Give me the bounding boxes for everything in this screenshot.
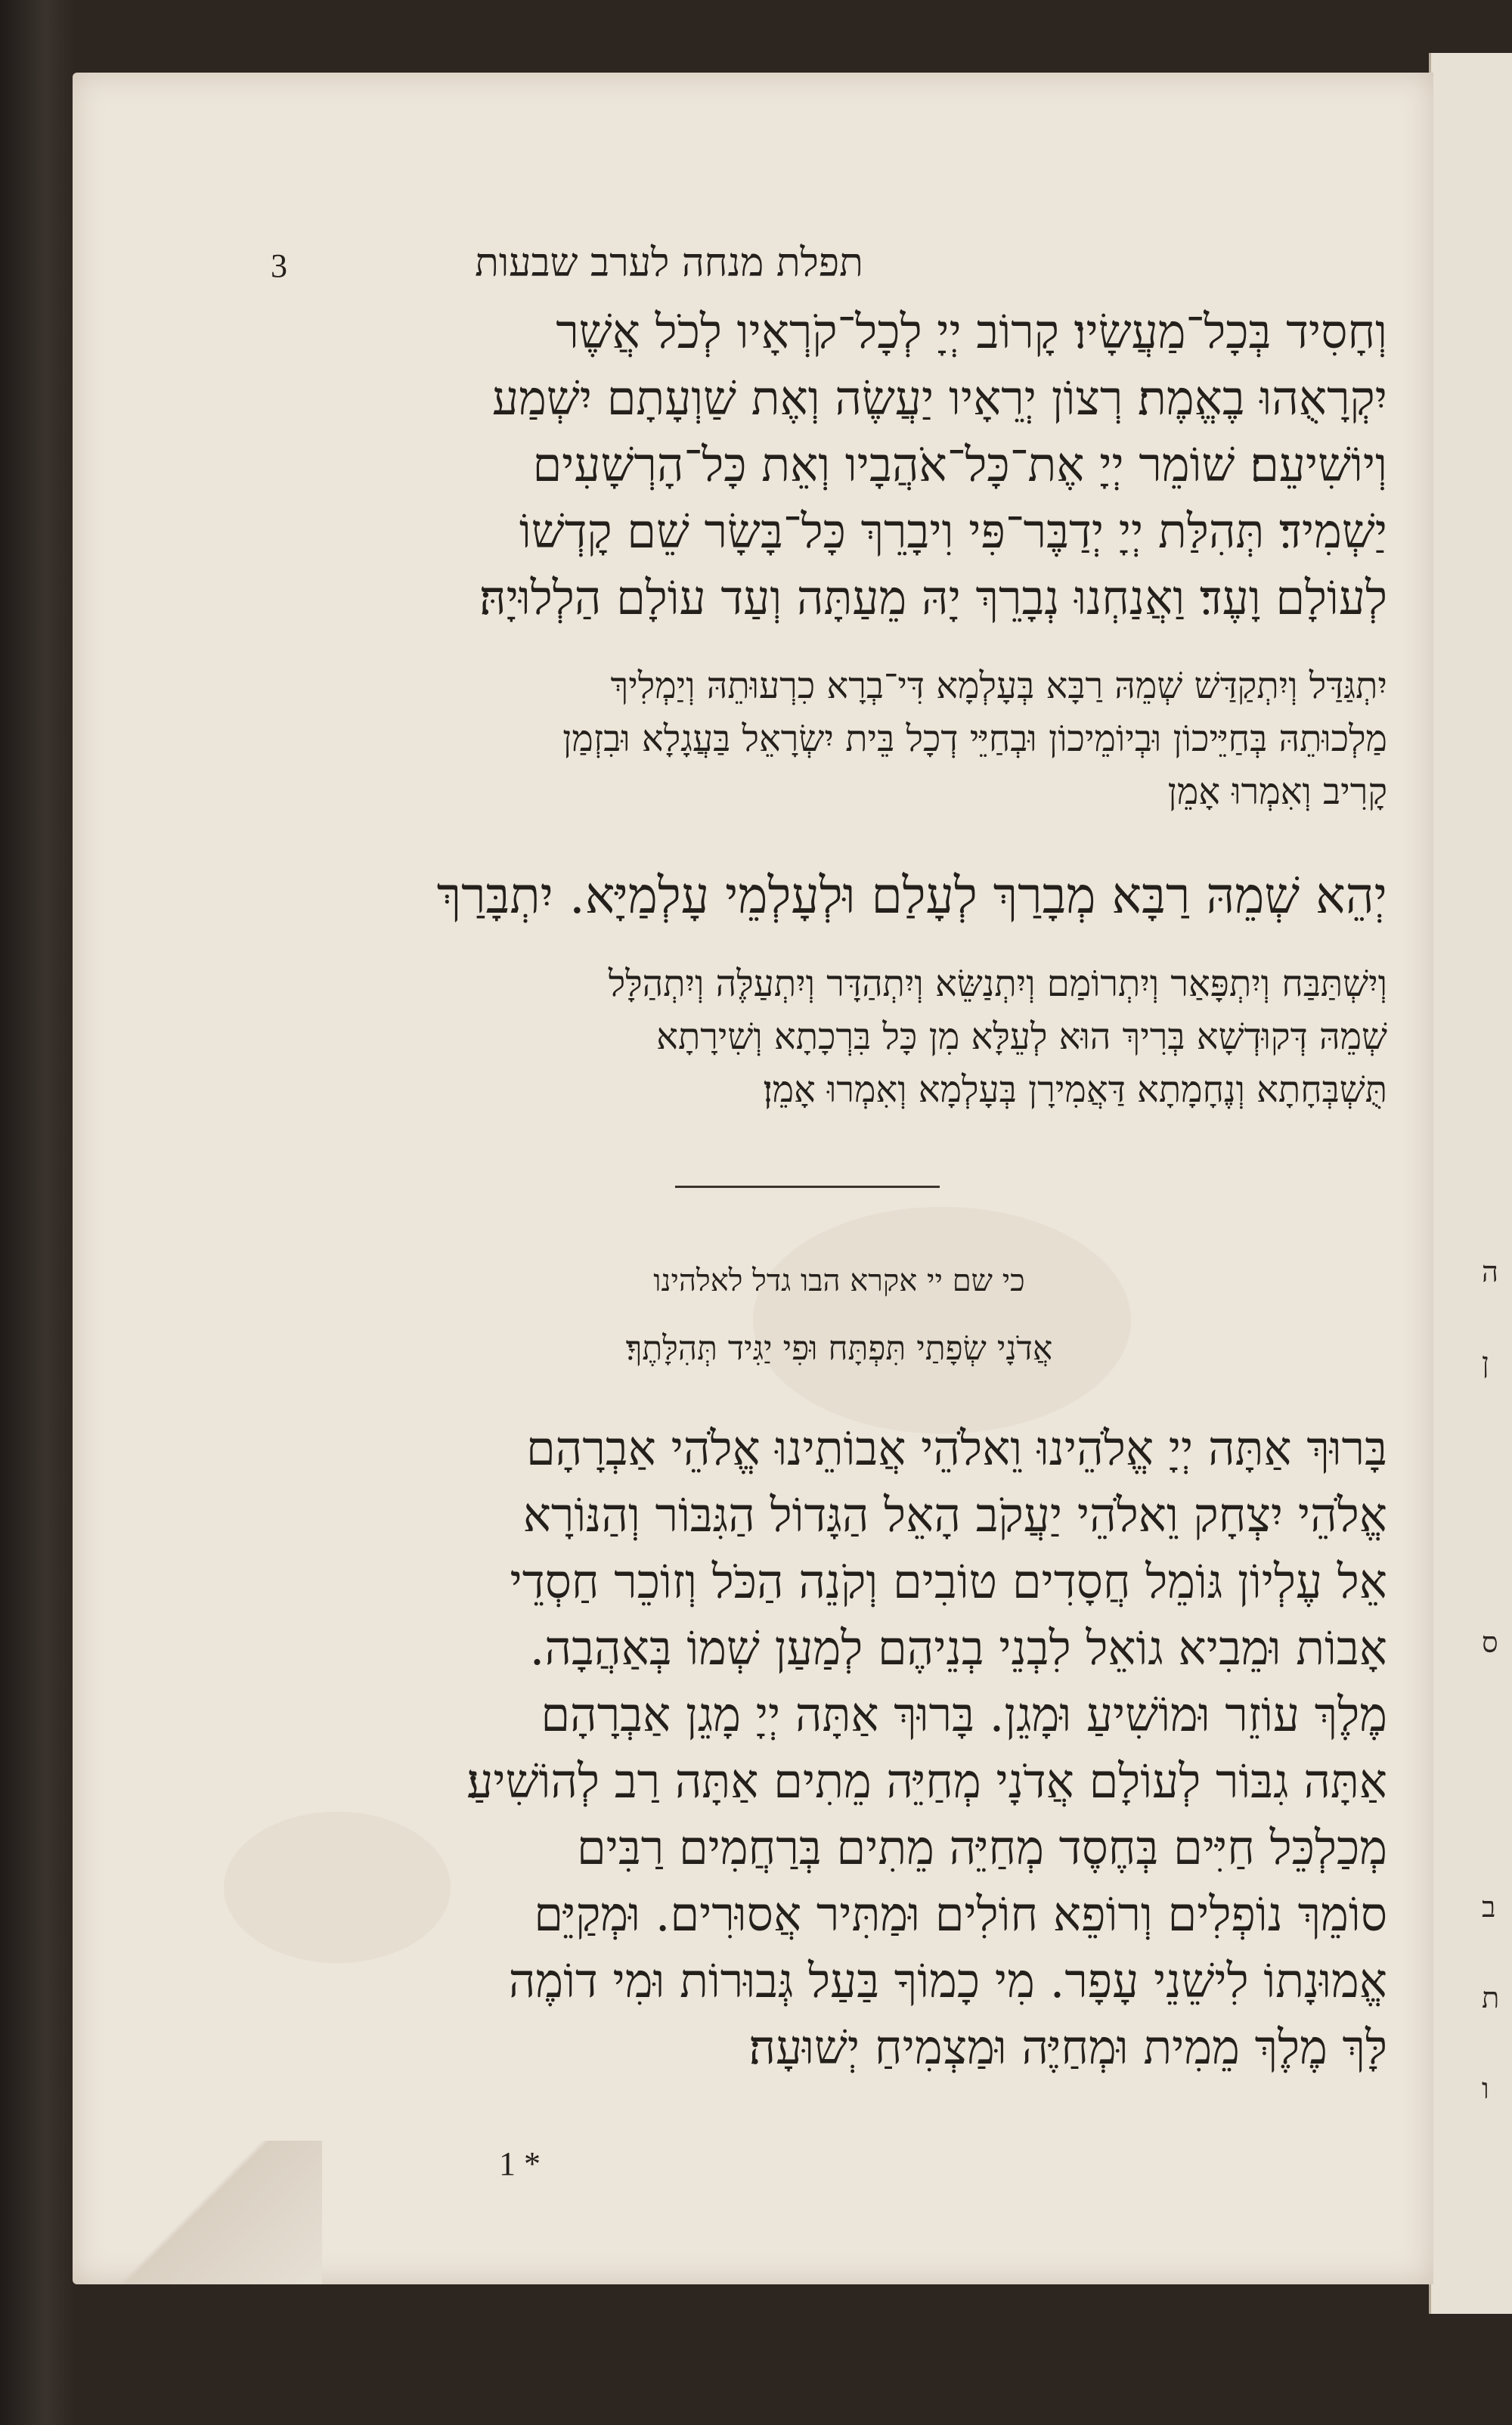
intro-verse: אֲדֹנָי שְׂפָתַי תִּפְתָּח וּפִי יַגִּיד תְּהִלָּתֶךָ׃ (625, 1329, 1053, 1368)
signature-mark: 1 * (499, 2145, 541, 2182)
amidah-line: אֱמוּנָתוֹ לִישֵׁנֵי עָפָר. מִי כָמוֹךָ בַּעַל גְּבוּרוֹת וּמִי דוֹמֶה (508, 1953, 1387, 2008)
amidah-line: סוֹמֵךְ נוֹפְלִים וְרוֹפֵא חוֹלִים וּמַתִּיר אֲסוּרִים. וּמְקַיֵּם (534, 1887, 1387, 1942)
amidah-line: מֶלֶךְ עוֹזֵר וּמוֹשִׁיעַ וּמָגֵן. בָּרוּךְ אַתָּה יְיָ מָגֵן אַבְרָהָם (541, 1687, 1387, 1742)
margin-glyph: ס (1482, 1626, 1498, 1659)
text-line: וְחָסִיד בְּכָל־מַעֲשָׂיו׃ קָרוֹב יְיָ לְכָל־קֹרְאָיו לְכֹל אֲשֶׁר (556, 304, 1387, 359)
amidah-line: אַתָּה גִבּוֹר לְעוֹלָם אֲדֹנָי מְחַיֵּה מֵתִים אַתָּה רַב לְהוֹשִׁיעַ׃ (466, 1754, 1387, 1809)
running-header: תפלת מנחה לערב שבעות (475, 240, 863, 286)
text-line: יַשְׁמִיד׃ תְּהִלַּת יְיָ יְדַבֶּר־פִּי וִיבָרֵךְ כָּל־בָּשָׂר שֵׁם קָדְשׁוֹ (519, 504, 1387, 559)
section-divider (675, 1186, 940, 1188)
margin-glyph: ת (1482, 1981, 1500, 2014)
adjacent-page-edge (1429, 53, 1512, 2314)
intro-verse: כי שם יי אקרא הבו גדל לאלהינו (653, 1264, 1025, 1298)
margin-glyph: ו (1482, 2072, 1489, 2105)
text-line: יִקְרָאֻהוּ בֶאֱמֶת׃ רְצוֹן יְרֵאָיו יַעֲשֶׂה וְאֶת שַׁוְעָתָם יִשְׁמַע (492, 371, 1387, 426)
kaddish-line: קָרִיב וְאִמְרוּ אָמֵן (1167, 771, 1387, 813)
amidah-line: אֵל עֶלְיוֹן גּוֹמֵל חֲסָדִים טוֹבִים וְקֹנֵה הַכֹּל וְזוֹכֵר חַסְדֵי (510, 1554, 1387, 1609)
text-line: לְעוֹלָם וָעֶד׃ וַאֲנַחְנוּ נְבָרֵךְ יָהּ מֵעַתָּה וְעַד עוֹלָם הַלְלוּיָהּ׃ (479, 570, 1387, 625)
amidah-line: אָבוֹת וּמֵבִיא גוֹאֵל לִבְנֵי בְנֵיהֶם לְמַעַן שְׁמוֹ בְּאַהֲבָה. (529, 1620, 1387, 1676)
page-number: 3 (271, 247, 287, 284)
margin-glyph: ן (1482, 1346, 1489, 1379)
margin-glyph: ה (1482, 1255, 1498, 1288)
amidah-line: מְכַלְכֵּל חַיִּים בְּחֶסֶד מְחַיֵּה מֵתִים בְּרַחֲמִים רַבִּים (576, 1820, 1387, 1875)
kaddish-line: יִתְגַּדַּל וְיִתְקַדַּשׁ שְׁמֵהּ רַבָּא בְּעָלְמָא דִּי־בְרָא כִרְעוּתֵהּ וְיַמְלִיךְ (610, 665, 1387, 707)
amidah-line: בָּרוּךְ אַתָּה יְיָ אֱלֹהֵינוּ וֵאלֹהֵי אֲבוֹתֵינוּ אֱלֹהֵי אַבְרָהָם (525, 1421, 1387, 1476)
kaddish-line: תֻּשְׁבְּחָתָא וְנֶחָמָתָא דַּאֲמִירָן בְּעָלְמָא וְאִמְרוּ אָמֵן׃ (763, 1068, 1387, 1111)
yehe-shmeh-line: יְהֵא שְׁמֵהּ רַבָּא מְבָרַךְ לְעָלַם וּלְעָלְמֵי עָלְמַיָּא. יִתְבָּרַךְ (436, 867, 1387, 925)
amidah-line: לָּךְ מֶלֶךְ מֵמִית וּמְחַיֶּה וּמַצְמִיחַ יְשׁוּעָה׃ (748, 2020, 1387, 2075)
text-line: וְיוֹשִׁיעֵם׃ שׁוֹמֵר יְיָ אֶת־כָּל־אֹהֲבָיו וְאֵת כָּל־הָרְשָׁעִים (532, 437, 1387, 492)
amidah-line: אֱלֹהֵי יִצְחָק וֵאלֹהֵי יַעֲקֹב הָאֵל הַגָּדוֹל הַגִּבּוֹר וְהַנּוֹרָא (522, 1487, 1387, 1543)
kaddish-line: מַלְכוּתֵהּ בְּחַיֵּיכוֹן וּבְיוֹמֵיכוֹן וּבְחַיֵּי דְכָל בֵּית יִשְׂרָאֵל בַּעֲגָלָא וּבִזְמַן (562, 718, 1387, 760)
margin-glyph: ב (1482, 1890, 1496, 1924)
kaddish-line: וְיִשְׁתַּבַּח וְיִתְפָּאַר וְיִתְרוֹמַם וְיִתְנַשֵּׂא וְיִתְהַדָּר וְיִתְעַלֶּה וְיִתְהַלָּל (608, 963, 1387, 1005)
kaddish-line: שְׁמֵהּ דְּקוּדְשָׁא בְּרִיךְ הוּא לְעֵלָּא מִן כָּל בִּרְכָתָא וְשִׁירָתָא (656, 1016, 1387, 1058)
